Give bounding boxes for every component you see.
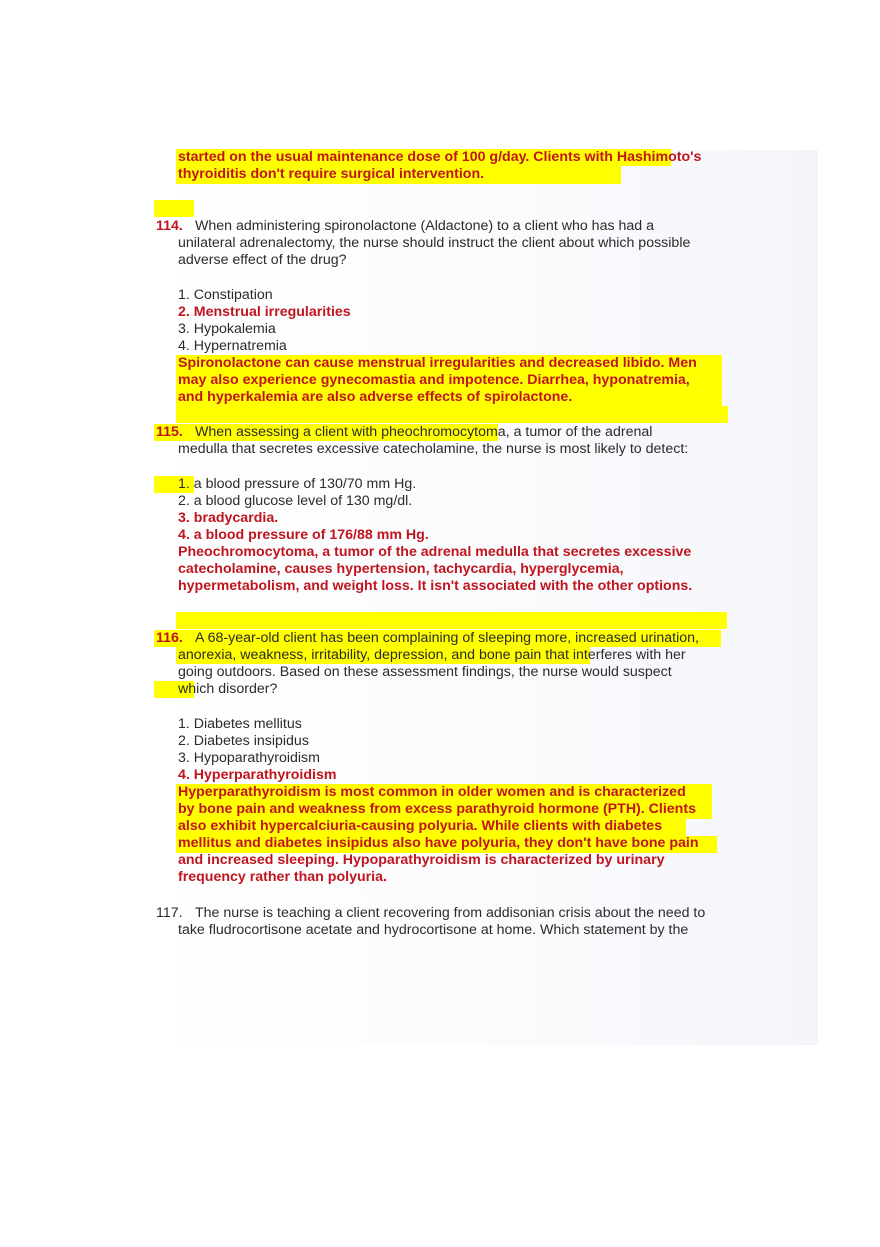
highlight-mark: [176, 612, 727, 629]
answer-option: 3. Hypoparathyroidism: [178, 750, 320, 766]
question-stem-line: When assessing a client with pheochromocytoma, a tumor of the adrenal: [195, 424, 653, 440]
answer-option: 3. Hypokalemia: [178, 321, 276, 337]
question-stem-line: When administering spironolactone (Aldactone) to a client who has had a: [195, 218, 654, 234]
rationale-line: may also experience gynecomastia and impotence. Diarrhea, hyponatremia,: [178, 372, 690, 388]
question-stem-line: anorexia, weakness, irritability, depression, and bone pain that interferes with her: [178, 647, 686, 663]
rationale-line: thyroiditis don't require surgical intervention.: [178, 166, 485, 182]
answer-option: 1. a blood pressure of 130/70 mm Hg.: [178, 476, 417, 492]
highlight-mark: [154, 200, 194, 217]
rationale-line: Pheochromocytoma, a tumor of the adrenal medulla that secretes excessive: [178, 544, 692, 560]
question-stem-line: which disorder?: [178, 681, 278, 697]
rationale-line: by bone pain and weakness from excess parathyroid hormone (PTH). Clients: [178, 801, 696, 817]
rationale-line: started on the usual maintenance dose of 100 g/day. Clients with Hashimoto's: [178, 149, 702, 165]
answer-option: 4. Hypernatremia: [178, 338, 287, 354]
question-number: 116.: [156, 630, 183, 646]
question-number: 115.: [156, 424, 183, 440]
question-stem-line: unilateral adrenalectomy, the nurse should instruct the client about which possible: [178, 235, 691, 251]
rationale-line: and hyperkalemia are also adverse effects of spirolactone.: [178, 389, 573, 405]
rationale-line: Spironolactone can cause menstrual irregularities and decreased libido. Men: [178, 355, 697, 371]
question-stem-line: The nurse is teaching a client recovering from addisonian crisis about the need to: [195, 905, 706, 921]
highlight-mark: [176, 406, 728, 423]
answer-option: 1. Diabetes mellitus: [178, 716, 302, 732]
rationale-line: catecholamine, causes hypertension, tachycardia, hyperglycemia,: [178, 561, 624, 577]
question-stem-line: medulla that secretes excessive catecholamine, the nurse is most likely to detect:: [178, 441, 689, 457]
rationale-line: hypermetabolism, and weight loss. It isn't associated with the other options.: [178, 578, 693, 594]
rationale-line: frequency rather than polyuria.: [178, 869, 387, 885]
question-stem-line: take fludrocortisone acetate and hydrocortisone at home. Which statement by the: [178, 922, 689, 938]
question-number: 117.: [156, 905, 183, 921]
answer-option: 2. a blood glucose level of 130 mg/dl.: [178, 493, 413, 509]
rationale-line: Hyperparathyroidism is most common in older women and is characterized: [178, 784, 686, 800]
answer-option: 2. Diabetes insipidus: [178, 733, 309, 749]
answer-option-correct: 2. Menstrual irregularities: [178, 304, 351, 320]
question-stem-line: going outdoors. Based on these assessment findings, the nurse would suspect: [178, 664, 672, 680]
rationale-line: also exhibit hypercalciuria-causing polyuria. While clients with diabetes: [178, 818, 663, 834]
question-number: 114.: [156, 218, 183, 234]
question-stem-line: A 68-year-old client has been complaining of sleeping more, increased urination,: [195, 630, 699, 646]
answer-option-correct: 4. a blood pressure of 176/88 mm Hg.: [178, 527, 429, 543]
answer-option: 1. Constipation: [178, 287, 273, 303]
rationale-line: and increased sleeping. Hypoparathyroidism is characterized by urinary: [178, 852, 665, 868]
answer-option-correct: 4. Hyperparathyroidism: [178, 767, 337, 783]
rationale-line: mellitus and diabetes insipidus also have polyuria, they don't have bone pain: [178, 835, 699, 851]
answer-option: 3. bradycardia.: [178, 510, 279, 526]
question-stem-line: adverse effect of the drug?: [178, 252, 347, 268]
